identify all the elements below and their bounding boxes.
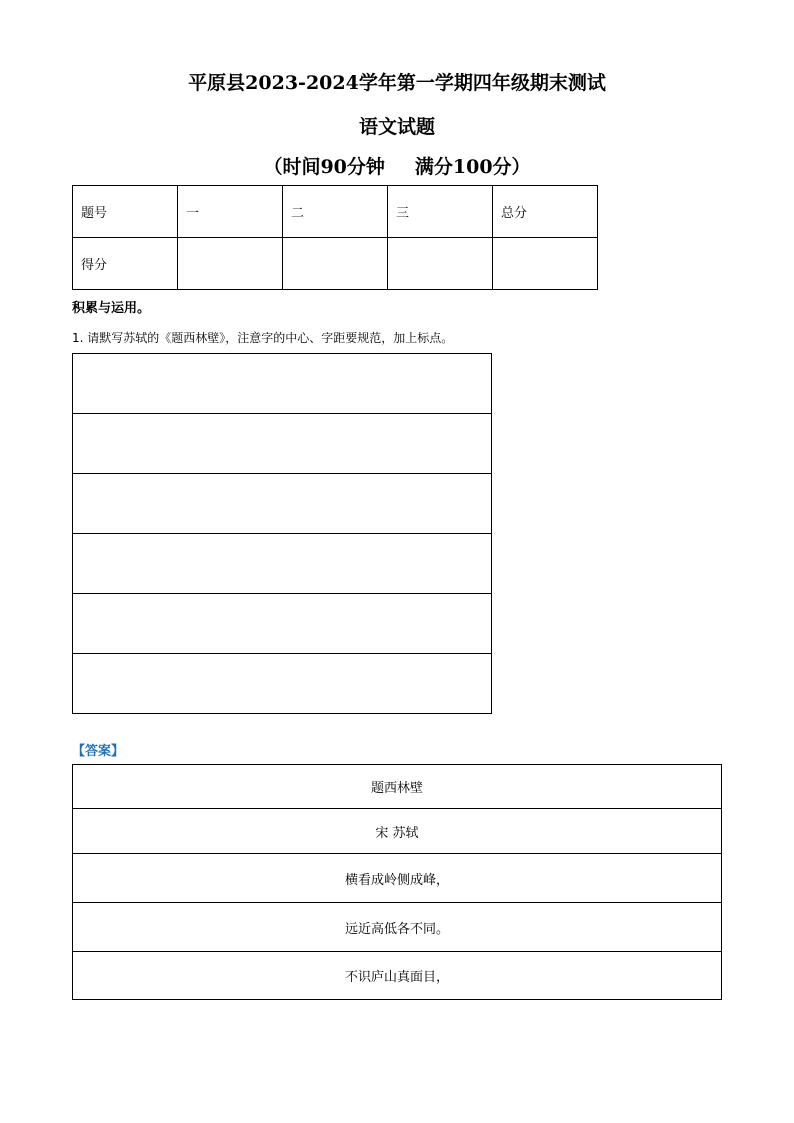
subject-title: 语文试题	[358, 116, 435, 138]
score-entry-cell[interactable]	[178, 238, 283, 290]
writing-line[interactable]	[73, 534, 492, 594]
answer-row: 不识庐山真面目，	[73, 952, 722, 1000]
score-cell: 三	[388, 186, 493, 238]
score-table-header-row	[73, 186, 598, 238]
answer-table	[72, 764, 722, 1000]
answer-row: 宋 苏轼	[73, 809, 722, 854]
score-entry-cell[interactable]	[493, 238, 598, 290]
answer-label: 【答案】	[72, 744, 125, 759]
writing-line[interactable]	[73, 594, 492, 654]
section-title: 积累与运用。	[72, 301, 151, 316]
score-entry-cell[interactable]	[388, 238, 493, 290]
question-1: 1. 请默写苏轼的《题西林壁》，注意字的中心、字距要规范，加上标点。	[72, 331, 454, 345]
answer-row: 远近高低各不同。	[73, 903, 722, 952]
writing-box	[72, 353, 492, 714]
writing-line[interactable]	[73, 354, 492, 414]
score-cell: 一	[178, 186, 283, 238]
score-cell: 总分	[493, 186, 598, 238]
full-score-text: 满分100分）	[414, 156, 531, 178]
score-entry-cell[interactable]	[283, 238, 388, 290]
answer-row: 题西林壁	[73, 765, 722, 809]
score-table	[72, 185, 598, 290]
score-cell: 二	[283, 186, 388, 238]
writing-line[interactable]	[73, 474, 492, 534]
answer-row: 横看成岭侧成峰，	[73, 854, 722, 903]
time-score-line	[0, 152, 794, 179]
score-cell: 题号	[73, 186, 178, 238]
time-text: （时间90分钟	[263, 156, 385, 178]
score-table-score-row	[73, 238, 598, 290]
score-cell: 得分	[73, 238, 178, 290]
writing-line[interactable]	[73, 654, 492, 714]
writing-line[interactable]	[73, 414, 492, 474]
exam-title: 平原县2023-2024学年第一学期四年级期末测试	[188, 72, 606, 94]
